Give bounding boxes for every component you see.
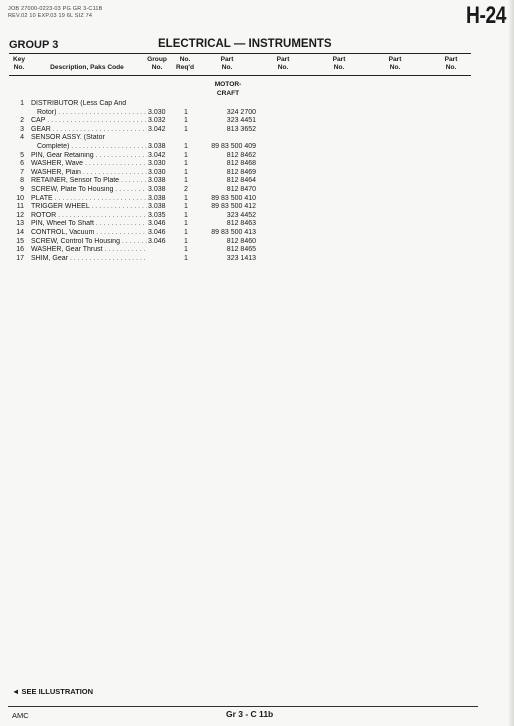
- part-description: CONTROL, Vacuum . . .: [31, 229, 147, 238]
- part-number: 323 4452: [226, 211, 256, 219]
- col-part5-header: Part No.: [444, 56, 458, 71]
- part-number: 89 83 500 412: [211, 203, 256, 211]
- quantity-required: 1: [184, 211, 188, 219]
- group-number: 3.030: [148, 108, 166, 116]
- table-row: [0, 229, 514, 238]
- quantity-required: 1: [184, 143, 188, 150]
- part-number: 89 83 500 410: [211, 194, 256, 202]
- group-number: 3.042: [148, 151, 166, 159]
- table-row: [0, 143, 514, 152]
- table-row: [0, 212, 514, 221]
- key-number: 5: [20, 151, 24, 159]
- col-part4-header: Part No.: [388, 56, 402, 71]
- quantity-required: 1: [184, 220, 188, 228]
- quantity-required: 1: [184, 108, 188, 116]
- quantity-required: 1: [184, 117, 188, 125]
- job-line-2: REV.02 10 EXP.03 19 6L SIZ 74: [8, 12, 93, 19]
- page-code: H-24: [465, 2, 506, 29]
- quantity-required: 1: [184, 151, 188, 159]
- quantity-required: 1: [184, 125, 188, 133]
- col-group-header: Group No.: [147, 56, 167, 71]
- header-rule-bottom: [9, 75, 471, 76]
- part-description: CAP . . .: [31, 117, 147, 126]
- header-rule-top: [9, 53, 471, 54]
- quantity-required: 1: [184, 246, 188, 254]
- part-description: ROTOR . . .: [31, 212, 147, 221]
- table-row: [0, 134, 514, 143]
- part-number: 812 8462: [226, 151, 256, 159]
- group-number: 3.038: [148, 143, 166, 150]
- part-number: 812 8469: [226, 168, 256, 176]
- part-description: DISTRIBUTOR (Less Cap And: [31, 100, 127, 107]
- page-reference: Gr 3 - C 11b: [226, 709, 274, 719]
- col-part1-header: Part No.: [220, 56, 234, 71]
- part-number: 812 8468: [226, 160, 256, 168]
- key-number: 7: [20, 168, 24, 176]
- table-row: [0, 109, 514, 118]
- col-description-header: Description, Paks Code: [50, 64, 124, 71]
- part-number: 812 8460: [226, 237, 256, 245]
- key-number: 15: [16, 237, 24, 245]
- quantity-required: 1: [184, 237, 188, 245]
- key-number: 2: [20, 117, 24, 125]
- key-number: 6: [20, 160, 24, 168]
- job-line-1: JOB 27000-0223-03 PG GR 3-C11B: [8, 6, 103, 12]
- part-number: 812 8465: [226, 246, 256, 254]
- key-number: 4: [20, 134, 24, 142]
- group-number: 3.030: [148, 168, 166, 176]
- job-reference: [8, 6, 103, 19]
- quantity-required: 1: [184, 254, 188, 262]
- part-number: 89 83 500 413: [211, 229, 256, 236]
- key-number: 12: [16, 211, 24, 219]
- part-description: SCREW, Plate To Housing . . .: [31, 186, 147, 195]
- section-title: ELECTRICAL — INSTRUMENTS: [158, 38, 332, 50]
- part-number: 323 1413: [226, 254, 256, 262]
- manufacturer-label: MOTOR- CRAFT: [214, 81, 242, 97]
- table-row: [0, 238, 514, 247]
- part-number: 812 8463: [226, 220, 256, 228]
- group-number: 3.030: [148, 160, 166, 168]
- part-number: 89 83 500 409: [211, 143, 256, 150]
- quantity-required: 1: [184, 194, 188, 202]
- part-number: 812 8464: [226, 177, 256, 185]
- key-number: 13: [16, 220, 24, 228]
- key-number: 14: [16, 229, 24, 236]
- part-description: PLATE . . .: [31, 195, 147, 204]
- quantity-required: 2: [184, 186, 188, 193]
- col-qty-header: No. Req'd: [175, 56, 195, 71]
- quantity-required: 1: [184, 177, 188, 185]
- quantity-required: 1: [184, 168, 188, 176]
- part-description: SHIM, Gear . . .: [31, 255, 147, 264]
- col-key-header: Key No.: [12, 56, 26, 71]
- part-number: 324 2700: [226, 108, 256, 116]
- table-row: [0, 152, 514, 161]
- part-description: RETAINER, Sensor To Plate . . .: [31, 177, 147, 186]
- key-number: 3: [20, 125, 24, 133]
- key-number: 9: [20, 186, 24, 193]
- part-description: WASHER, Wave . . .: [31, 160, 147, 169]
- table-row: [0, 100, 514, 109]
- group-number: 3.046: [148, 237, 166, 245]
- table-row: [0, 117, 514, 126]
- part-number: 812 8470: [226, 186, 256, 193]
- part-description: Complete) . . .: [37, 143, 153, 152]
- table-row: [0, 255, 514, 264]
- quantity-required: 1: [184, 229, 188, 236]
- key-number: 17: [16, 254, 24, 262]
- table-row: [0, 220, 514, 229]
- brand-label: AMC: [12, 711, 29, 720]
- part-description: WASHER, Plain . . .: [31, 169, 147, 178]
- group-number: 3.038: [148, 194, 166, 202]
- part-description: TRIGGER WHEEL . . .: [31, 203, 147, 212]
- quantity-required: 1: [184, 203, 188, 211]
- part-description: WASHER, Gear Thrust . . .: [31, 246, 147, 255]
- table-row: [0, 195, 514, 204]
- part-description: PIN, Wheel To Shaft . . .: [31, 220, 147, 229]
- group-title: GROUP 3: [9, 39, 59, 51]
- part-description: PIN, Gear Retaining . . .: [31, 152, 147, 161]
- group-number: 3.038: [148, 203, 166, 211]
- group-number: 3.038: [148, 186, 166, 193]
- col-part3-header: Part No.: [332, 56, 346, 71]
- key-number: 1: [20, 100, 24, 107]
- table-row: [0, 126, 514, 135]
- key-number: 8: [20, 177, 24, 185]
- part-description: SCREW, Control To Housing . . .: [31, 238, 147, 247]
- see-illustration-note: ◄ SEE ILLUSTRATION: [12, 687, 94, 696]
- key-number: 11: [16, 203, 24, 211]
- group-number: 3.046: [148, 220, 166, 228]
- part-description: SENSOR ASSY. (Stator: [31, 134, 105, 142]
- group-number: 3.035: [148, 211, 166, 219]
- key-number: 16: [16, 246, 24, 254]
- col-part2-header: Part No.: [276, 56, 290, 71]
- table-row: [0, 186, 514, 195]
- key-number: 10: [16, 194, 24, 202]
- group-number: 3.046: [148, 229, 166, 236]
- table-row: [0, 203, 514, 212]
- table-row: [0, 169, 514, 178]
- footer-rule: [8, 706, 478, 707]
- table-row: [0, 160, 514, 169]
- part-description: Rotor) . . .: [37, 109, 153, 118]
- part-number: 323 4451: [226, 117, 256, 125]
- table-row: [0, 177, 514, 186]
- group-number: 3.042: [148, 125, 166, 133]
- part-number: 813 3652: [226, 125, 256, 133]
- table-row: [0, 246, 514, 255]
- group-number: 3.038: [148, 177, 166, 185]
- quantity-required: 1: [184, 160, 188, 168]
- page-edge-shadow: [508, 0, 514, 726]
- part-description: GEAR . . .: [31, 126, 147, 135]
- group-number: 3.032: [148, 117, 166, 125]
